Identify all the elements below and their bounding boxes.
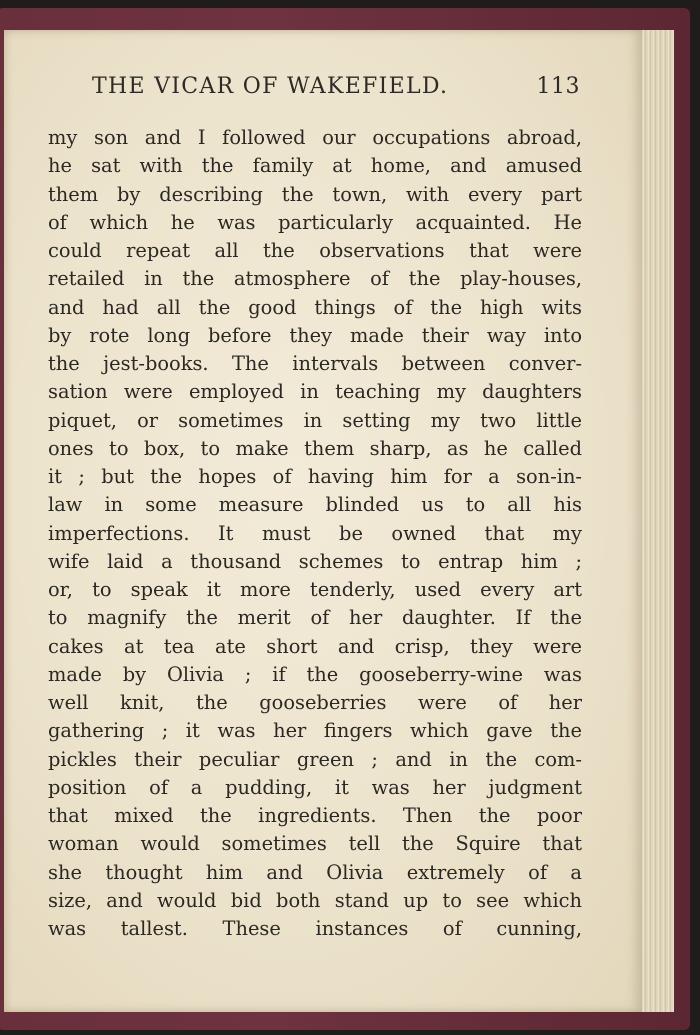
text-line: of which he was particularly acquainted. He [48,210,582,234]
text-line: the jest-books. The intervals between conver- [48,352,582,375]
text-line: or, to speak it more tenderly, used every art [48,578,582,601]
running-title: THE VICAR OF WAKEFIELD. [92,74,449,99]
text-line: gathering ; it was her fingers which gave the [48,719,582,743]
text-line: wife laid a thousand schemes to entrap him ; [48,549,582,573]
text-line: by rote long before they made their way into [48,323,582,347]
text-line: law in some measure blinded us to all his [48,493,582,517]
text-line: he sat with the family at home, and amused [48,154,582,178]
text-line: and had all the good things of the high wits [48,295,582,319]
book-page [4,30,642,1012]
text-line: retailed in the atmosphere of the play-houses, [48,267,582,291]
text-line: woman would sometimes tell the Squire that [48,832,582,856]
text-line: she thought him and Olivia extremely of a [48,860,582,884]
text-line: well knit, the gooseberries were of her [48,691,582,714]
page-number: 113 [536,74,580,99]
text-line: piquet, or sometimes in setting my two little [48,408,582,432]
text-line: could repeat all the observations that were [48,239,582,262]
text-line: to magnify the merit of her daughter. If the [48,606,582,630]
text-line: it ; but the hopes of having him for a son-in- [48,465,582,488]
body-text [48,124,582,943]
text-line: my son and I followed our occupations abroad, [48,126,582,149]
text-line: imperfections. It must be owned that my [48,521,582,545]
text-line: them by describing the town, with every part [48,182,582,206]
text-line: ones to box, to make them sharp, as he called [48,436,582,460]
running-head [92,74,580,106]
text-line: made by Olivia ; if the gooseberry-wine was [48,662,582,686]
text-line: that mixed the ingredients. Then the poor [48,804,582,827]
text-line: sation were employed in teaching my daughters [48,380,582,404]
text-line: pickles their peculiar green ; and in the com- [48,747,582,771]
text-line: size, and would bid both stand up to see which [48,888,582,912]
text-line: cakes at tea ate short and crisp, they were [48,634,582,658]
text-line: position of a pudding, it was her judgment [48,775,582,799]
text-line: was tallest. These instances of cunning, [48,917,582,940]
